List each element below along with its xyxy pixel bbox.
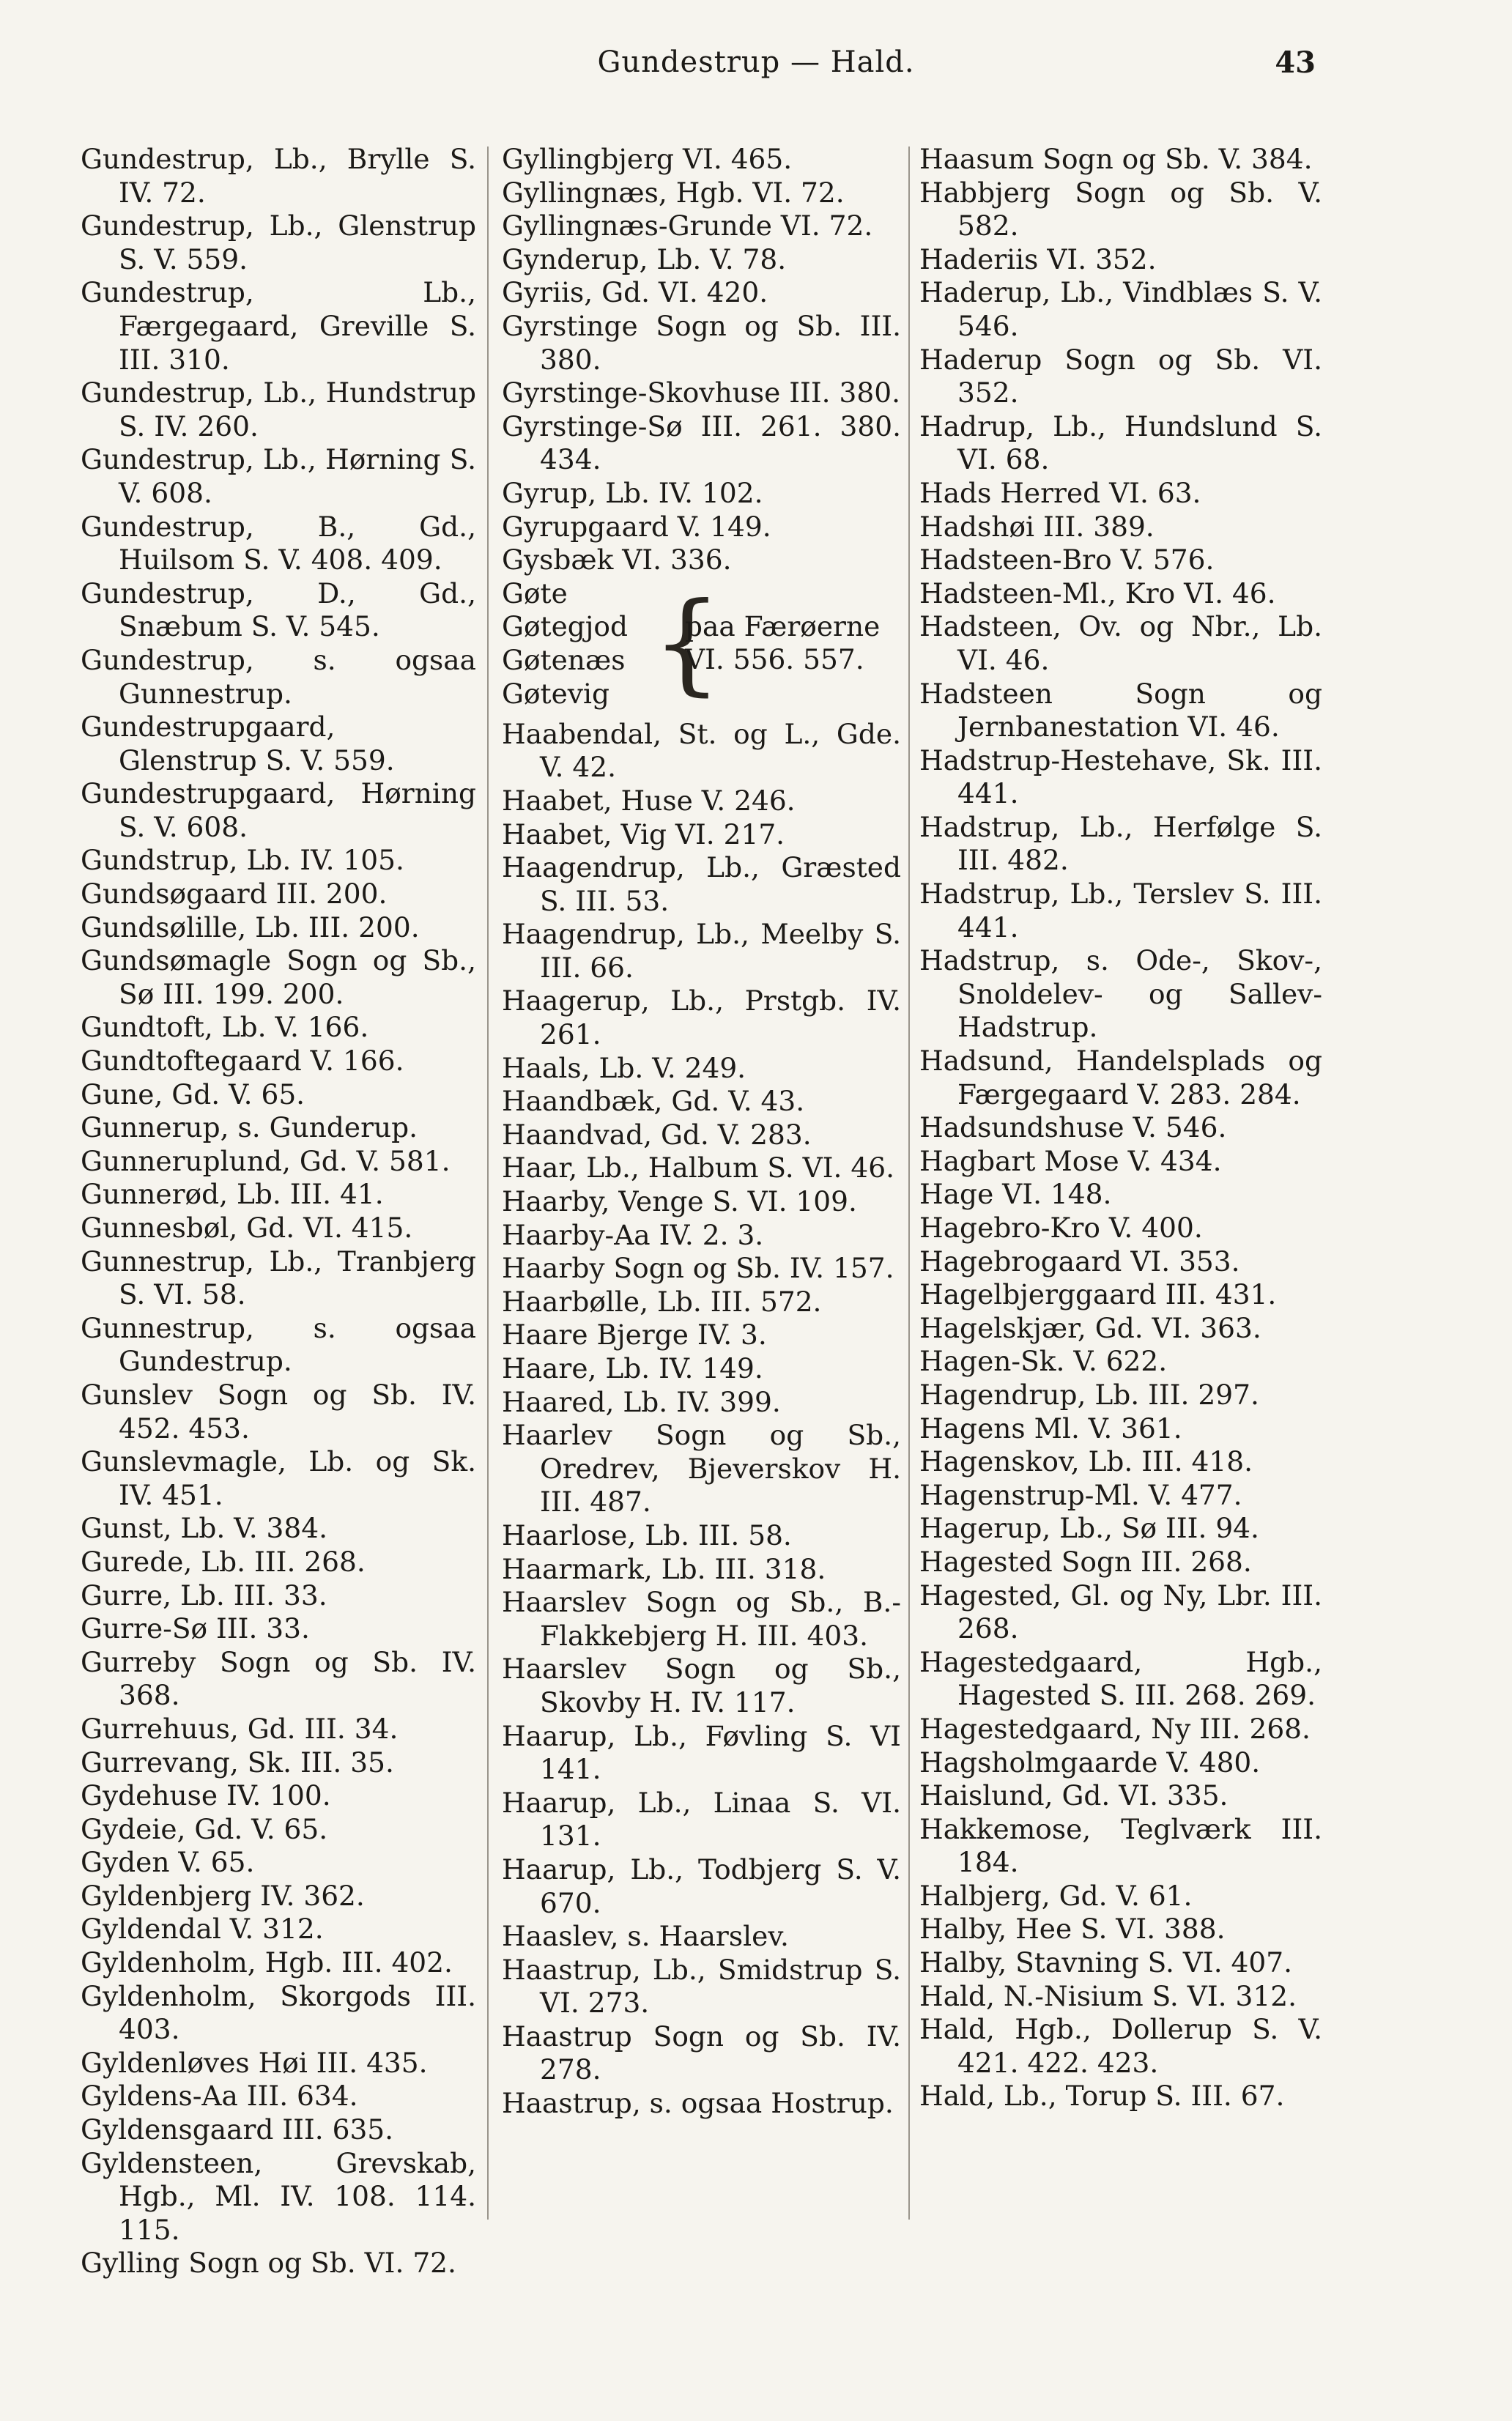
index-entry: Hagelskjær, Gd. VI. 363. (919, 1311, 1261, 1344)
index-entry: Hagsholmgaarde V. 480. (919, 1746, 1261, 1779)
index-entry: Haastrup, s. ogsaa Hostrup. (502, 2087, 894, 2120)
index-entry: Haarlose, Lb. III. 58. (502, 1519, 792, 1551)
running-title: Gundestrup — Hald. (597, 45, 915, 79)
index-entry: Gundestrup, Lb., Hørning S. V. 608. (81, 443, 476, 509)
index-entry: Gydeie, Gd. V. 65. (81, 1812, 328, 1845)
index-entry: Hagendrup, Lb. III. 297. (919, 1378, 1259, 1411)
index-entry: Haagerup, Lb., Prstgb. IV. 261. (502, 985, 901, 1051)
index-entry: Hadstrup, s. Ode-, Skov-, Snoldelev- og Sallev-Hadstrup. (919, 944, 1322, 1044)
index-entry: Haabendal, St. og L., Gde. V. 42. (502, 717, 901, 784)
index-entry: Gunnestrup, s. ogsaa Gundestrup. (81, 1311, 476, 1378)
index-entry: Haastrup, Lb., Smidstrup S. VI. 273. (502, 1953, 901, 2020)
index-entry: Hadstrup, Lb., Herfølge S. III. 482. (919, 810, 1322, 877)
index-entry: Gyldens-Aa III. 634. (81, 2080, 358, 2113)
index-entry: Haastrup Sogn og Sb. IV. 278. (502, 2020, 901, 2086)
index-entry: Gundestrup, B., Gd., Huilsom S. V. 408. 409. (81, 510, 476, 576)
index-entry: Gunslev Sogn og Sb. IV. 452. 453. (81, 1378, 476, 1445)
index-entry: Haderup, Lb., Vindblæs S. V. 546. (919, 276, 1322, 342)
index-entry: Gurre-Sø III. 33. (81, 1612, 310, 1645)
index-entry: Haar, Lb., Halbum S. VI. 46. (502, 1152, 894, 1184)
index-entry: Gunslevmagle, Lb. og Sk. IV. 451. (81, 1445, 476, 1511)
index-entry: Hald, Hgb., Dollerup S. V. 421. 422. 423. (919, 2013, 1322, 2079)
index-column-2 (502, 143, 901, 2121)
index-entry: Gysbæk VI. 336. (502, 544, 732, 576)
index-entry: Hadstrup-Hestehave, Sk. III. 441. (919, 744, 1322, 810)
index-entry: Gurede, Lb. III. 268. (81, 1545, 366, 1578)
index-entry: Gyrstinge Sogn og Sb. III. 380. (502, 309, 901, 376)
index-entry: Haarlev Sogn og Sb., Oredrev, Bjeverskov H. III. 487. (502, 1419, 901, 1519)
index-entry: Gurre, Lb. III. 33. (81, 1579, 327, 1612)
index-entry: Haaslev, s. Haarslev. (502, 1920, 789, 1953)
index-entry: Haabet, Huse V. 246. (502, 784, 796, 817)
index-entry: Gundsøgaard III. 200. (81, 878, 388, 911)
index-entry: Gyden V. 65. (81, 1846, 255, 1879)
index-entry: Gundestrup, Lb., Brylle S. IV. 72. (81, 143, 476, 209)
index-entry: Habbjerg Sogn og Sb. V. 582. (919, 176, 1322, 242)
index-entry: Gyldenholm, Skorgods III. 403. (81, 1979, 476, 2046)
index-entry: Haasum Sogn og Sb. V. 384. (919, 143, 1313, 175)
index-entry: Gundestrup, s. ogsaa Gunnestrup. (81, 643, 476, 710)
index-entry: Gundtoftegaard V. 166. (81, 1045, 404, 1078)
index-entry: Hadsteen, Ov. og Nbr., Lb. VI. 46. (919, 610, 1322, 676)
index-entry: Gyrstinge-Skovhuse III. 380. (502, 377, 901, 409)
index-entry: Gunst, Lb. V. 384. (81, 1512, 328, 1545)
index-entry: Gunneruplund, Gd. V. 581. (81, 1144, 451, 1177)
index-entry: Gydehuse IV. 100. (81, 1779, 331, 1812)
index-entry: Haals, Lb. V. 249. (502, 1051, 746, 1084)
index-column-3 (919, 143, 1322, 2113)
index-entry: Haderup Sogn og Sb. VI. 352. (919, 343, 1322, 409)
index-entry: Hakkemose, Teglværk III. 184. (919, 1812, 1322, 1879)
index-entry: Hagens Ml. V. 361. (919, 1412, 1182, 1445)
index-entry: Gundestrup, Lb., Glenstrup S. V. 559. (81, 210, 476, 275)
column-divider (908, 147, 910, 2220)
brace-name: Gøtenæs (502, 643, 626, 676)
index-entry: Hagerup, Lb., Sø III. 94. (919, 1512, 1259, 1545)
index-entry: Gylling Sogn og Sb. VI. 72. (81, 2247, 456, 2280)
index-column-1 (81, 143, 476, 2280)
index-entry: Gundestrupgaard, Glenstrup S. V. 559. (81, 711, 395, 776)
index-entry: Hagestedgaard, Hgb., Hagested S. III. 268. 269. (919, 1645, 1322, 1712)
index-entry: Gynderup, Lb. V. 78. (502, 242, 787, 275)
index-entry: Halby, Hee S. VI. 388. (919, 1913, 1226, 1946)
index-entry: Gunnerød, Lb. III. 41. (81, 1178, 384, 1211)
index-entry: Gundestrupgaard, Hørning S. V. 608. (81, 777, 476, 843)
index-entry: Gyldensgaard III. 635. (81, 2113, 394, 2146)
index-entry: Gyldenbjerg IV. 362. (81, 1879, 365, 1912)
index-entry: Haderiis VI. 352. (919, 242, 1157, 275)
index-entry: Gundestrup, Lb., Hundstrup S. IV. 260. (81, 377, 476, 442)
index-entry: Hadsteen-Ml., Kro VI. 46. (919, 576, 1276, 609)
index-entry: Gundestrup, D., Gd., Snæbum S. V. 545. (81, 576, 476, 643)
index-entry: Hadsund, Handelsplads og Færgegaard V. 283. 284. (919, 1045, 1322, 1111)
index-entry: Haabet, Vig VI. 217. (502, 817, 785, 850)
index-entry: Halby, Stavning S. VI. 407. (919, 1946, 1293, 1979)
index-entry: Haarby-Aa IV. 2. 3. (502, 1218, 764, 1251)
index-entry: Hagested Sogn III. 268. (919, 1545, 1252, 1578)
index-entry: Hagenstrup-Ml. V. 477. (919, 1478, 1242, 1511)
index-entry: Gundtoft, Lb. V. 166. (81, 1011, 369, 1044)
index-entry: Hald, Lb., Torup S. III. 67. (919, 2080, 1285, 2113)
index-entry: Gunnerup, s. Gunderup. (81, 1111, 418, 1144)
index-entry: Haarup, Lb., Føvling S. VI 141. (502, 1719, 901, 1786)
brace-glyph: { (652, 579, 722, 707)
index-entry: Haared, Lb. IV. 399. (502, 1385, 781, 1418)
index-entry: Hadsteen-Bro V. 576. (919, 544, 1215, 576)
index-entry: Haarmark, Lb. III. 318. (502, 1552, 826, 1585)
index-entry: Gunnesbøl, Gd. VI. 415. (81, 1212, 413, 1244)
faroe-brace-group (502, 577, 901, 711)
index-entry: Gunnestrup, Lb., Tranbjerg S. VI. 58. (81, 1245, 476, 1311)
index-entry: Gyldendal V. 312. (81, 1913, 324, 1946)
index-entry: Hagenskov, Lb. III. 418. (919, 1445, 1253, 1478)
index-entry: Hage VI. 148. (919, 1178, 1112, 1211)
index-entry: Hagbart Mose V. 434. (919, 1144, 1222, 1177)
index-entry: Haagendrup, Lb., Meelby S. III. 66. (502, 918, 901, 984)
index-entry: Gyldensteen, Grevskab, Hgb., Ml. IV. 108. 114. 115. (81, 2146, 476, 2246)
index-entry: Hagested, Gl. og Ny, Lbr. III. 268. (919, 1579, 1322, 1645)
index-entry: Hadsteen Sogn og Jernbanestation VI. 46. (919, 677, 1322, 744)
index-entry: Gurrehuus, Gd. III. 34. (81, 1712, 399, 1745)
index-entry: Gurrevang, Sk. III. 35. (81, 1746, 394, 1779)
index-entry: Gyrupgaard V. 149. (502, 510, 771, 543)
index-entry: Gyllingnæs-Grunde VI. 72. (502, 210, 873, 242)
index-entry: Hagebrogaard VI. 353. (919, 1245, 1240, 1278)
index-entry: Gundsømagle Sogn og Sb., Sø III. 199. 200. (81, 944, 476, 1010)
brace-name: Gøtevig (502, 677, 609, 710)
index-entry: Haandvad, Gd. V. 283. (502, 1118, 812, 1151)
index-entry: Gyldenløves Høi III. 435. (81, 2046, 428, 2079)
index-entry: Haare Bjerge IV. 3. (502, 1319, 767, 1352)
index-entry: Gundstrup, Lb. IV. 105. (81, 844, 404, 877)
index-entry: Gyllingbjerg VI. 465. (502, 143, 793, 175)
brace-reference: paa Færøerne VI. 556. 557. (685, 609, 881, 676)
index-entry: Gurreby Sogn og Sb. IV. 368. (81, 1645, 476, 1712)
index-entry: Hagestedgaard, Ny III. 268. (919, 1712, 1311, 1745)
index-entry: Gyllingnæs, Hgb. VI. 72. (502, 176, 845, 209)
index-entry: Haarup, Lb., Linaa S. VI. 131. (502, 1786, 901, 1853)
index-entry: Hadshøi III. 389. (919, 510, 1155, 543)
index-entry: Haare, Lb. IV. 149. (502, 1352, 763, 1384)
index-entry: Hagen-Sk. V. 622. (919, 1345, 1168, 1378)
index-entry: Hagelbjerggaard III. 431. (919, 1278, 1277, 1311)
index-entry: Gyrup, Lb. IV. 102. (502, 476, 763, 509)
index-entry: Hagebro-Kro V. 400. (919, 1212, 1203, 1244)
index-entry: Halbjerg, Gd. V. 61. (919, 1879, 1193, 1912)
running-header (0, 45, 1512, 97)
index-entry: Haarby, Venge S. VI. 109. (502, 1185, 857, 1218)
index-entry: Gundestrup, Lb., Færgegaard, Greville S. III. 310. (81, 276, 476, 376)
index-entry: Hald, N.-Nisium S. VI. 312. (919, 1979, 1297, 2012)
index-entry: Haarbølle, Lb. III. 572. (502, 1285, 822, 1318)
index-entry: Gyldenholm, Hgb. III. 402. (81, 1946, 453, 1979)
index-entry: Haarup, Lb., Todbjerg S. V. 670. (502, 1853, 901, 1919)
index-entry: Gyriis, Gd. VI. 420. (502, 276, 768, 309)
brace-name: Gøtegjod (502, 610, 629, 643)
brace-name: Gøte (502, 576, 568, 609)
index-entry: Haandbæk, Gd. V. 43. (502, 1085, 805, 1118)
index-entry: Haarslev Sogn og Sb., Skovby H. IV. 117. (502, 1653, 901, 1719)
page-number: 43 (1275, 45, 1316, 80)
index-entry: Haarslev Sogn og Sb., B.-Flakkebjerg H. III. 403. (502, 1586, 901, 1652)
index-entry: Hads Herred VI. 63. (919, 476, 1201, 509)
index-entry: Gyrstinge-Sø III. 261. 380. 434. (502, 409, 901, 476)
index-entry: Haagendrup, Lb., Græsted S. III. 53. (502, 851, 901, 917)
index-entry: Hadrup, Lb., Hundslund S. VI. 68. (919, 409, 1322, 476)
index-entry: Hadsundshuse V. 546. (919, 1111, 1227, 1144)
index-entry: Haislund, Gd. VI. 335. (919, 1779, 1228, 1812)
column-divider (487, 147, 489, 2220)
index-entry: Hadstrup, Lb., Terslev S. III. 441. (919, 878, 1322, 943)
index-entry: Haarby Sogn og Sb. IV. 157. (502, 1252, 894, 1285)
index-entry: Gune, Gd. V. 65. (81, 1078, 305, 1111)
index-entry: Gundsølille, Lb. III. 200. (81, 911, 420, 943)
